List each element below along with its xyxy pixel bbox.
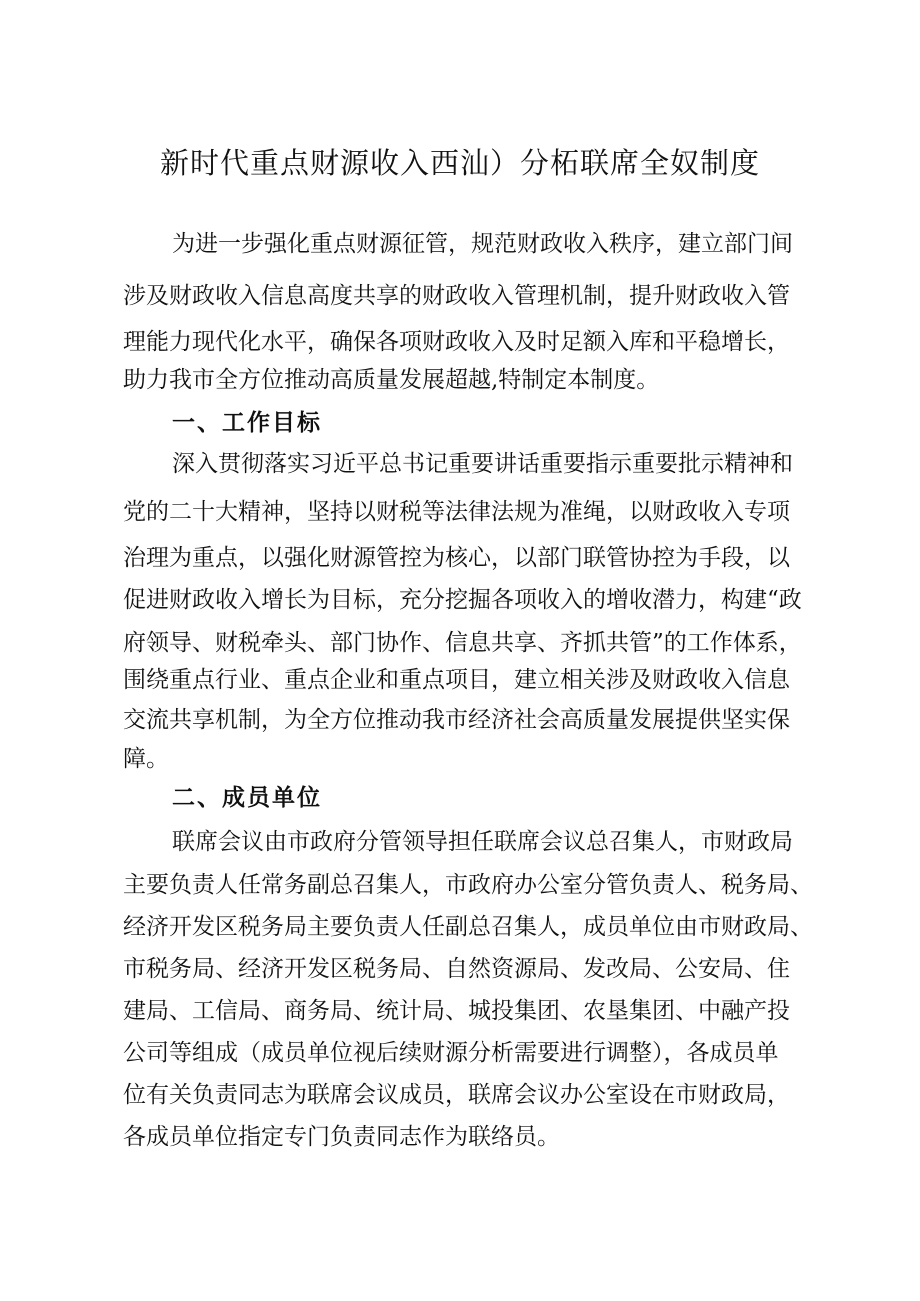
section2-line: 主要负责人任常务副总召集人，市政府办公室分管负责人、税务局、 [123,872,813,898]
section1-line: 围绕重点行业、重点企业和重点项目，建立相关涉及财政收入信息 [123,667,790,693]
intro-line: 理能力现代化水平，确保各项财政收入及时足额入库和平稳增长， [123,329,790,355]
intro-line: 涉及财政收入信息高度共享的财政收入管理机制，提升财政收入管 [123,283,790,309]
section1-line: 治理为重点，以强化财源管控为核心，以部门联管协控为手段，以 [123,545,790,571]
section2-line: 经济开发区税务局主要负责人任副总召集人，成员单位由市财政局、 [123,914,813,940]
section2-line: 市税务局、经济开发区税务局、自然资源局、发改局、公安局、住 [123,956,790,982]
section1-line: 交流共享机制，为全方位推动我市经济社会高质量发展提供坚实保 [123,707,790,733]
section-heading-goals: 一、工作目标 [172,410,322,436]
intro-line: 为进一步强化重点财源征管，规范财政收入秩序，建立部门间 [172,231,793,257]
section2-line: 建局、工信局、商务局、统计局、城投集团、农垦集团、中融产投 [123,998,790,1024]
section2-line: 公司等组成（成员单位视后续财源分析需要进行调整），各成员单 [123,1040,779,1066]
intro-line: 助力我市全方位推动高质量发展超越,特制定本制度。 [123,367,660,393]
section2-line: 位有关负责同志为联席会议成员，联席会议办公室设在市财政局， [123,1082,790,1108]
section1-line: 府领导、财税牵头、部门协作、信息共享、齐抓共管”的工作体系， [123,630,802,656]
section1-line: 深入贯彻落实习近平总书记重要讲话重要指示重要批示精神和 [172,451,793,477]
section2-line: 各成员单位指定专门负责同志作为联络员。 [123,1124,560,1150]
document-title: 新时代重点财源收入西汕）分柘联席全奴制度 [159,146,760,180]
section1-line: 障。 [123,746,169,772]
section2-line: 联席会议由市政府分管领导担任联席会议总召集人，市财政局 [172,829,793,855]
section-heading-members: 二、成员单位 [172,785,322,811]
section1-line: 促进财政收入增长为目标，充分挖掘各项收入的增收潜力，构建“政 [123,587,802,613]
section1-line: 党的二十大精神，坚持以财税等法律法规为准绳，以财政收入专项 [123,499,790,525]
